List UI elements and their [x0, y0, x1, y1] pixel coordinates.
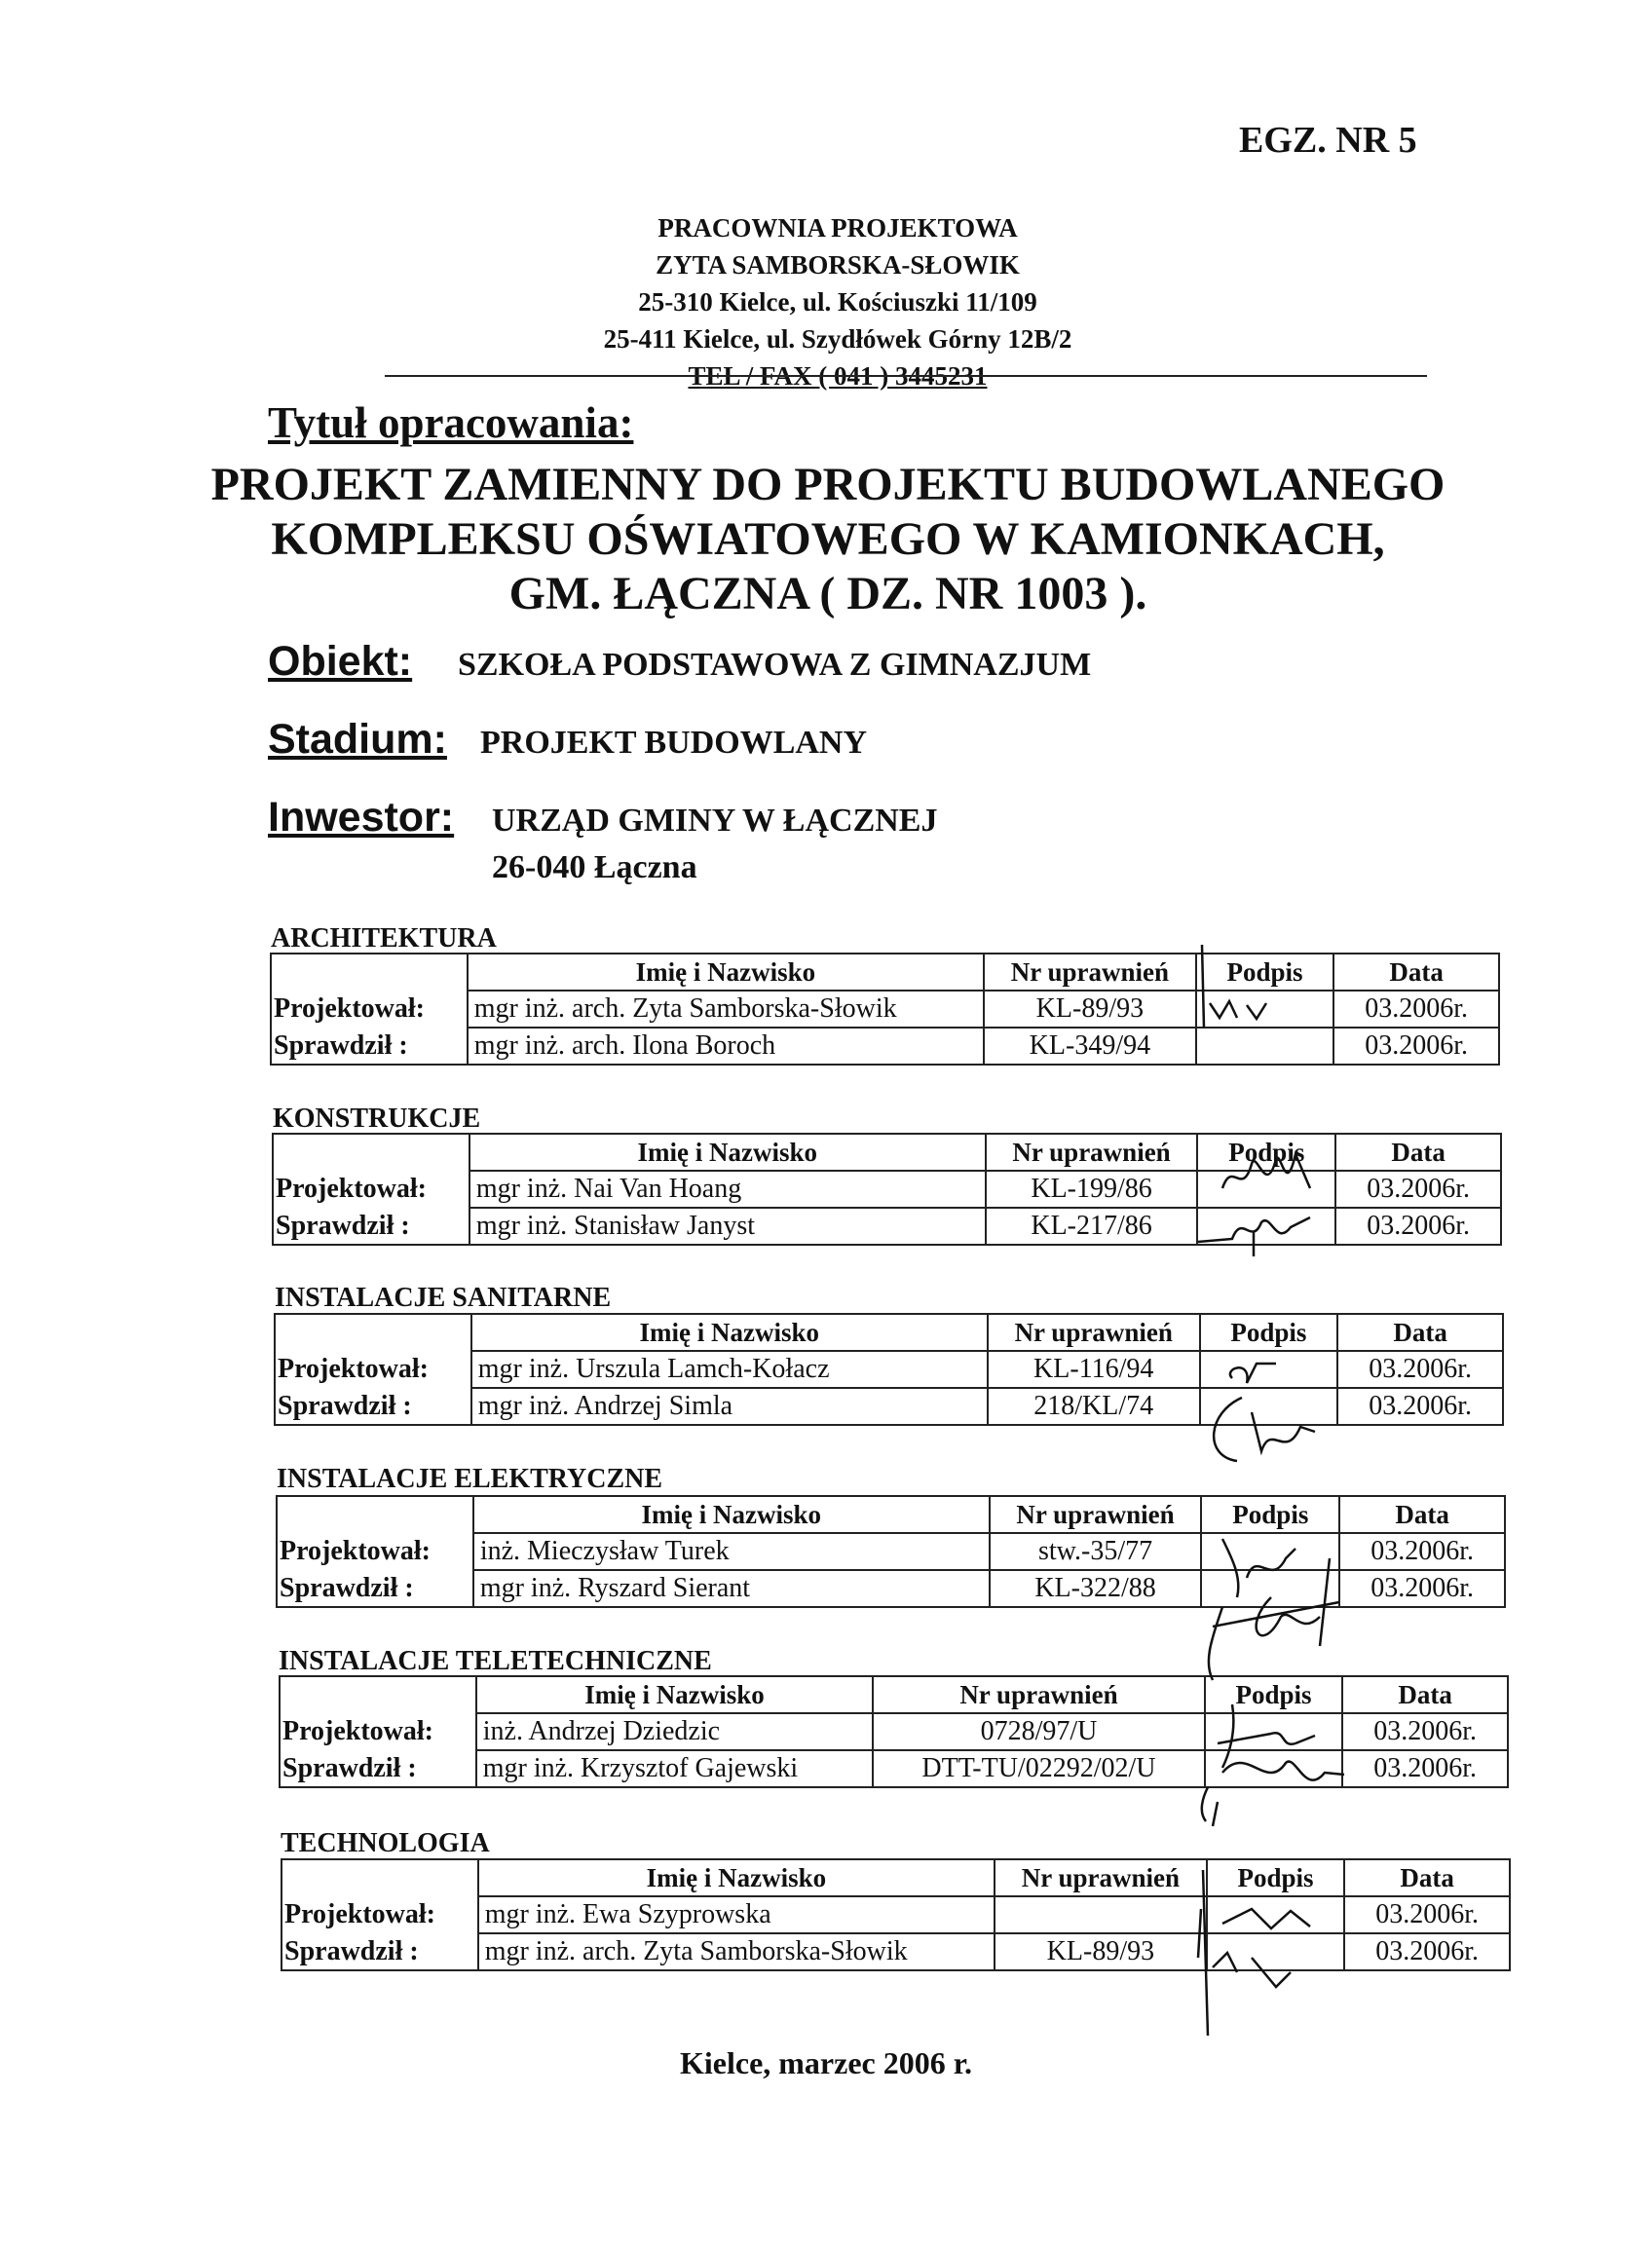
signature-cell [1201, 1570, 1339, 1607]
section-title-teletechniczne: INSTALACJE TELETECHNICZNE [279, 1646, 712, 1676]
col-signature: Podpis [1200, 1314, 1338, 1351]
role-label: Sprawdził : [282, 1933, 478, 1970]
person-name: mgr inż. Nai Van Hoang [469, 1171, 986, 1208]
date-value: 03.2006r. [1333, 991, 1499, 1028]
office-header [507, 209, 1169, 394]
col-license: Nr uprawnień [984, 954, 1196, 991]
signature-table-sanitarne [274, 1313, 1504, 1426]
signature-cell [1197, 1208, 1335, 1245]
section-title-architektura: ARCHITEKTURA [271, 923, 497, 954]
person-name: mgr inż. arch. Zyta Samborska-Słowik [468, 991, 984, 1028]
signature-cell [1196, 1028, 1334, 1065]
col-signature: Podpis [1201, 1496, 1339, 1533]
table-row [271, 1028, 1499, 1065]
obiekt-value: SZKOŁA PODSTAWOWA Z GIMNAZJUM [458, 647, 1092, 683]
document-title [195, 458, 1461, 621]
person-name: mgr inż. Stanisław Janyst [469, 1208, 986, 1245]
person-name: inż. Andrzej Dziedzic [476, 1713, 874, 1750]
col-date: Data [1342, 1676, 1508, 1713]
license-number: stw.-35/77 [990, 1533, 1202, 1570]
role-label: Projektował: [275, 1351, 471, 1388]
place-and-date: Kielce, marzec 2006 r. [679, 2045, 972, 2080]
person-name: mgr inż. Ryszard Sierant [473, 1570, 990, 1607]
license-number [995, 1896, 1207, 1933]
license-number: 218/KL/74 [988, 1388, 1200, 1425]
table-row [275, 1351, 1503, 1388]
title-line-1: PROJEKT ZAMIENNY DO PROJEKTU BUDOWLANEGO [210, 459, 1446, 510]
col-license: Nr uprawnień [986, 1134, 1198, 1171]
person-name: mgr inż. Andrzej Simla [471, 1388, 988, 1425]
col-date: Data [1337, 1314, 1503, 1351]
table-row [282, 1896, 1510, 1933]
obiekt-label: Obiekt: [268, 638, 413, 685]
role-label: Sprawdził : [271, 1028, 468, 1065]
license-number: KL-349/94 [984, 1028, 1196, 1065]
role-label: Projektował: [271, 991, 468, 1028]
table-header-row [282, 1859, 1510, 1896]
signature-cell [1207, 1933, 1345, 1970]
signature-cell [1205, 1750, 1343, 1787]
role-label: Projektował: [280, 1713, 476, 1750]
col-signature: Podpis [1196, 954, 1334, 991]
copy-number: EGZ. NR 5 [1239, 120, 1417, 161]
date-value: 03.2006r. [1344, 1896, 1510, 1933]
date-value: 03.2006r. [1342, 1713, 1508, 1750]
signature-cell [1200, 1388, 1338, 1425]
signature-table-konstrukcje [272, 1133, 1502, 1246]
person-name: mgr inż. Ewa Szyprowska [478, 1896, 995, 1933]
license-number: 0728/97/U [873, 1713, 1204, 1750]
person-name: inż. Mieczysław Turek [473, 1533, 990, 1570]
date-value: 03.2006r. [1333, 1028, 1499, 1065]
title-line-3: GM. ŁĄCZNA ( DZ. NR 1003 ). [508, 568, 1147, 619]
table-row [273, 1208, 1501, 1245]
role-label: Sprawdził : [280, 1750, 476, 1787]
date-value: 03.2006r. [1339, 1533, 1505, 1570]
signature-table-technologia [281, 1858, 1511, 1971]
role-label: Projektował: [282, 1896, 478, 1933]
table-header-row [275, 1314, 1503, 1351]
table-header-row [271, 954, 1499, 991]
role-label: Sprawdził : [273, 1208, 469, 1245]
section-title-technologia: TECHNOLOGIA [281, 1828, 490, 1858]
col-license: Nr uprawnień [990, 1496, 1202, 1533]
role-label: Sprawdził : [275, 1388, 471, 1425]
signature-cell [1196, 991, 1334, 1028]
license-number: KL-322/88 [990, 1570, 1202, 1607]
license-number: KL-89/93 [984, 991, 1196, 1028]
col-date: Data [1344, 1859, 1510, 1896]
section-title-sanitarne: INSTALACJE SANITARNE [275, 1283, 612, 1313]
date-value: 03.2006r. [1342, 1750, 1508, 1787]
title-label: Tytuł opracowania: [268, 398, 634, 447]
col-license: Nr uprawnień [995, 1859, 1207, 1896]
table-row [277, 1570, 1505, 1607]
role-label: Projektował: [277, 1533, 473, 1570]
col-name: Imię i Nazwisko [478, 1859, 995, 1896]
title-line-2: KOMPLEKSU OŚWIATOWEGO W KAMIONKACH, [271, 513, 1385, 565]
header-divider [385, 375, 1427, 377]
stadium-value: PROJEKT BUDOWLANY [480, 725, 868, 761]
signature-cell [1201, 1533, 1339, 1570]
date-value: 03.2006r. [1337, 1388, 1503, 1425]
signature-cell [1207, 1896, 1345, 1933]
person-name: mgr inż. arch. Ilona Boroch [468, 1028, 984, 1065]
table-row [273, 1171, 1501, 1208]
license-number: KL-89/93 [995, 1933, 1207, 1970]
col-name: Imię i Nazwisko [473, 1496, 990, 1533]
date-value: 03.2006r. [1335, 1171, 1501, 1208]
table-row [280, 1750, 1508, 1787]
col-signature: Podpis [1205, 1676, 1343, 1713]
date-value: 03.2006r. [1344, 1933, 1510, 1970]
signature-table-teletechniczne [279, 1675, 1509, 1788]
office-name: PRACOWNIA PROJEKTOWA [657, 213, 1018, 243]
col-name: Imię i Nazwisko [471, 1314, 988, 1351]
col-date: Data [1333, 954, 1499, 991]
date-value: 03.2006r. [1337, 1351, 1503, 1388]
col-date: Data [1335, 1134, 1501, 1171]
office-owner: ZYTA SAMBORSKA-SŁOWIK [656, 250, 1020, 280]
role-label: Projektował: [273, 1171, 469, 1208]
license-number: KL-217/86 [986, 1208, 1198, 1245]
col-date: Data [1339, 1496, 1505, 1533]
col-name: Imię i Nazwisko [468, 954, 984, 991]
section-title-elektryczne: INSTALACJE ELEKTRYCZNE [277, 1464, 663, 1494]
inwestor-value: URZĄD GMINY W ŁĄCZNEJ [492, 803, 938, 839]
license-number: KL-199/86 [986, 1171, 1198, 1208]
table-header-row [280, 1676, 1508, 1713]
person-name: mgr inż. Krzysztof Gajewski [476, 1750, 874, 1787]
table-row [271, 991, 1499, 1028]
person-name: mgr inż. arch. Zyta Samborska-Słowik [478, 1933, 995, 1970]
office-phone: TEL / FAX ( 041 ) 3445231 [688, 361, 988, 391]
date-value: 03.2006r. [1335, 1208, 1501, 1245]
col-name: Imię i Nazwisko [469, 1134, 986, 1171]
license-number: KL-116/94 [988, 1351, 1200, 1388]
signature-table-architektura [270, 953, 1500, 1066]
signature-cell [1197, 1171, 1335, 1208]
signature-cell [1200, 1351, 1338, 1388]
col-signature: Podpis [1207, 1859, 1345, 1896]
table-row [277, 1533, 1505, 1570]
col-license: Nr uprawnień [988, 1314, 1200, 1351]
table-row [275, 1388, 1503, 1425]
table-header-row [273, 1134, 1501, 1171]
table-header-row [277, 1496, 1505, 1533]
office-address-2: 25-411 Kielce, ul. Szydłówek Górny 12B/2 [603, 324, 1072, 354]
section-title-konstrukcje: KONSTRUKCJE [273, 1104, 481, 1134]
signature-cell [1205, 1713, 1343, 1750]
office-address-1: 25-310 Kielce, ul. Kościuszki 11/109 [638, 287, 1037, 317]
inwestor-label: Inwestor: [268, 794, 455, 841]
inwestor-postal: 26-040 Łączna [492, 849, 697, 885]
col-name: Imię i Nazwisko [476, 1676, 874, 1713]
col-signature: Podpis [1197, 1134, 1335, 1171]
col-license: Nr uprawnień [873, 1676, 1204, 1713]
license-number: DTT-TU/02292/02/U [873, 1750, 1204, 1787]
signature-table-elektryczne [276, 1495, 1506, 1608]
date-value: 03.2006r. [1339, 1570, 1505, 1607]
table-row [282, 1933, 1510, 1970]
table-row [280, 1713, 1508, 1750]
role-label: Sprawdził : [277, 1570, 473, 1607]
stadium-label: Stadium: [268, 716, 447, 763]
person-name: mgr inż. Urszula Lamch-Kołacz [471, 1351, 988, 1388]
